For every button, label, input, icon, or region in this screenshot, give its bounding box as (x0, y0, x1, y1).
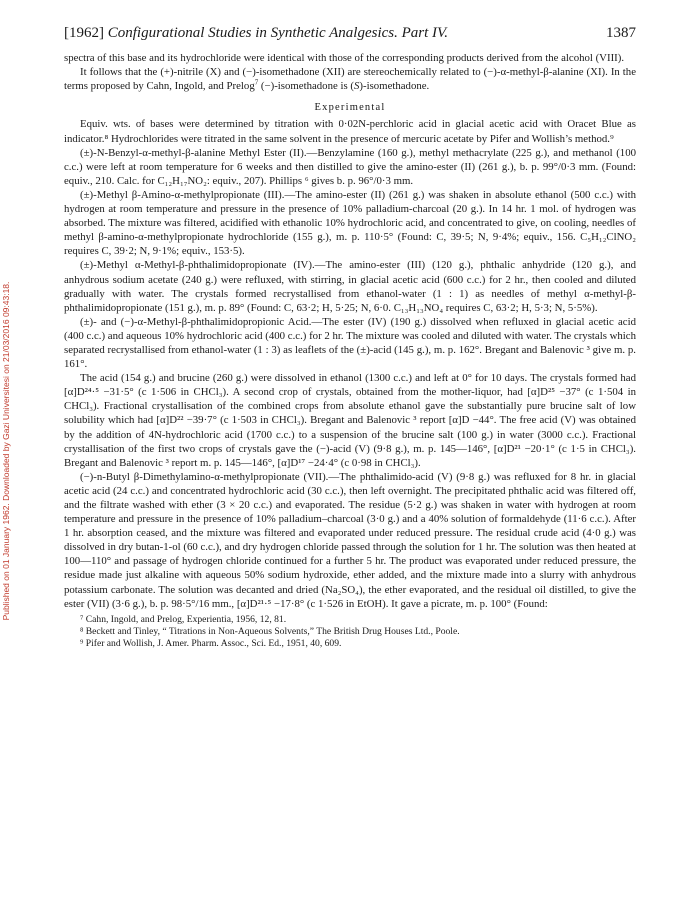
header-year: [1962] (64, 25, 104, 41)
footnote-references (64, 614, 636, 650)
paragraph-brucine-resolution: The acid (154 g.) and brucine (260 g.) were dissolved in ethanol (1300 c.c.) and left at 0° for 10 days. The crystals formed had [α]D²⁴·⁵ −31·5° (c 1·506 in CHCl₃). A second crop of crystals, obtained from the mother-liquor, had [α]D²⁵ −37° (c 1·504 in CHCl₃). Fractional crystallisation of the combined crops from absolute ethanol gave the substantially pure brucine salt of low solubility which had [α]D²² −39·7° (c 1·503 in CHCl₃). Bregant and Balenovic ³ report [α]D −44°. The free acid (V) was obtained by the addition of 4N-hydrochloric acid (1700 c.c.) to a suspension of the brucine salt (100 g.) in water (3000 c.c.). Fractional crystallisation of the first two crops of crystals gave the (−)-acid (V) (9·8 g.), m. p. 145—146°, [α]D²¹ −20·1° (c 1·5 in CHCl₃). Bregant and Balenovic ³ report m. p. 145—146°, [α]D¹⁷ −24·4° (c 0·98 in CHCl₃). (64, 372, 636, 469)
paragraph-equiv-weights: Equiv. wts. of bases were determined by titration with 0·02N-perchloric acid in glacial acetic acid with Oracet Blue as indicator.⁸ Hydrochlorides were titrated in the same solvent in the presence of mercuric acetate by Pifer and Wollish’s method.⁹ (64, 118, 636, 145)
intro-paragraph-2-text: It follows that the (+)-nitrile (X) and (−)-isomethadone (XII) are stereochemically related to (−)-α-methyl-β-alanine (XI). In the terms proposed by Cahn, Ingold, and Prelog (64, 66, 636, 93)
running-title (64, 26, 448, 40)
header-title: Configurational Studies in Synthetic Analgesics. (107, 25, 398, 41)
reference-8: ⁸ Beckett and Tinley, “ Titrations in Non-Aqueous Solvents,” The British Drug Houses Ltd., Poole. (80, 625, 460, 637)
download-watermark (0, 0, 24, 913)
intro-paragraph-1: spectra of this base and its hydrochloride were identical with those of the corresponding products derived from the alcohol (VIII). (64, 52, 625, 65)
running-header (64, 26, 636, 40)
paragraph-benzyl-ester: (±)-N-Benzyl-α-methyl-β-alanine Methyl Ester (II).—Benzylamine (160 g.), methyl methacrylate (225 g.), and methanol (100 c.c.) were left at room temperature for 6 weeks and then distilled to give the amino-ester (II) (261 g.), b. p. 99°/0·3 mm. (Found: equiv., 210. Calc. for C₁₂H₁₇NO₂: equiv., 207). Phillips ⁶ gives b. p. 96°/0·3 mm. (64, 146, 636, 187)
paragraph-butyl-ester: (−)-n-Butyl β-Dimethylamino-α-methylpropionate (VII).—The phthalimido-acid (V) (9·8 g.) was refluxed for 8 hr. in glacial acetic acid (24 c.c.) and concentrated hydrochloric acid (30 c.c.), then left overnight. The precipitated phthalic acid was filtered off, and the filtrate washed with ether (3 × 20 c.c.) and evaporated. The residue (5·2 g.) was shaken in water with hydrogen at room temperature and pressure in the presence of 10% palladium–charcoal (3·0 g.) and a 40% solution of formaldehyde (11·6 c.c.). After 1 hr. absorption ceased, and the mixture was filtered and evaporated under reduced pressure. The residual crude acid (4·0 g.) was dissolved in dry butan-1-ol (60 c.c.), and dry hydrogen chloride passed through the solution for 1 hr. The solution was then heated at 100—110° and passage of hydrogen chloride continued for a further 5 hr. The product was evaporated under reduced pressure, the residue made just alkaline with aqueous 50% sodium hydroxide, ether added, and the mixture made into a slurry with anhydrous potassium carbonate. The solution was decanted and dried (Na₂SO₄), the ether evaporated, and the residual oil distilled, to give the ester (VII) (3·6 g.), b. p. 98·5°/16 mm., [α]D²¹·⁵ −17·8° (c 1·526 in EtOH). It gave a picrate, m. p. 100° (Found: (64, 470, 636, 610)
paragraph-phthalimido-ester: (±)-Methyl α-Methyl-β-phthalimidopropionate (IV).—The amino-ester (III) (120 g.), phthalic anhydride (120 g.), and anhydrous sodium acetate (240 g.) were refluxed, with stirring, in glacial acetic acid (600 c.c.) for 2 hr., then cooled and diluted gradually with water. The crystals formed recrystallised from ethanol-water (1 : 1) as needles of methyl α-methyl-β-phthalimidopropionate (151 g.), m. p. 89° (Found: C, 63·2; H, 5·25; N, 6·0. C₁₃H₁₃NO₄ requires C, 63·2; H, 5·3; N, 5·5%). (64, 259, 636, 314)
experimental-heading: Experimental (314, 102, 386, 114)
page-number: 1387 (606, 25, 636, 41)
paragraph-phthalimido-acid: (±)- and (−)-α-Methyl-β-phthalimidopropionic Acid.—The ester (IV) (190 g.) dissolved when refluxed in glacial acetic acid (400 c.c.) and aqueous 10% hydrochloric acid (400 c.c.) for 2 hr. The mixture was cooled and diluted with water. The crystals which separated recrystallised from ethanol-water (1 : 3) as leaflets of the (±)-acid (145 g.), m. p. 162°. Bregant and Balenovic ³ give m. p. 161°. (64, 315, 636, 371)
intro-paragraph-2: It follows that the (+)-nitrile (X) and (−)-isomethadone (XII) are stereochemically related to (−)-α-methyl-β-alanine (XI). In the terms proposed by Cahn, Ingold, and Prelog$^7$ (−)-isomethadone is (S)-isomethadone. (64, 66, 636, 93)
download-watermark-text: Published on 01 January 1962. Downloaded by Gazi Universitesi on 21/03/2016 09:43:18. (1, 281, 11, 621)
header-part: Part IV. (401, 25, 449, 41)
reference-9: ⁹ Pifer and Wollish, J. Amer. Pharm. Assoc., Sci. Ed., 1951, 40, 609. (80, 637, 342, 649)
journal-page (64, 26, 636, 650)
reference-7: ⁷ Cahn, Ingold, and Prelog, Experientia, 1956, 12, 81. (80, 613, 287, 625)
paragraph-amino-ester: (±)-Methyl β-Amino-α-methylpropionate (III).—The amino-ester (II) (261 g.) was shaken in absolute ethanol (500 c.c.) with hydrogen at room temperature and pressure in the presence of 10% palladium-charcoal (20 g.). In 14 hr. 1 mol. of hydrogen was absorbed. The mixture was filtered, acidified with ethanolic 10% hydrochloric acid, and concentrated to give, on cooling, needles of methyl β-amino-α-methylpropionate hydrochloride (155 g.), m. p. 110·5° (Found: C, 39·5; N, 9·4%; equiv., 156. C₅H₁₂ClNO₂ requires C, 39·2; N, 9·1%; equiv., 153·5). (64, 188, 636, 258)
